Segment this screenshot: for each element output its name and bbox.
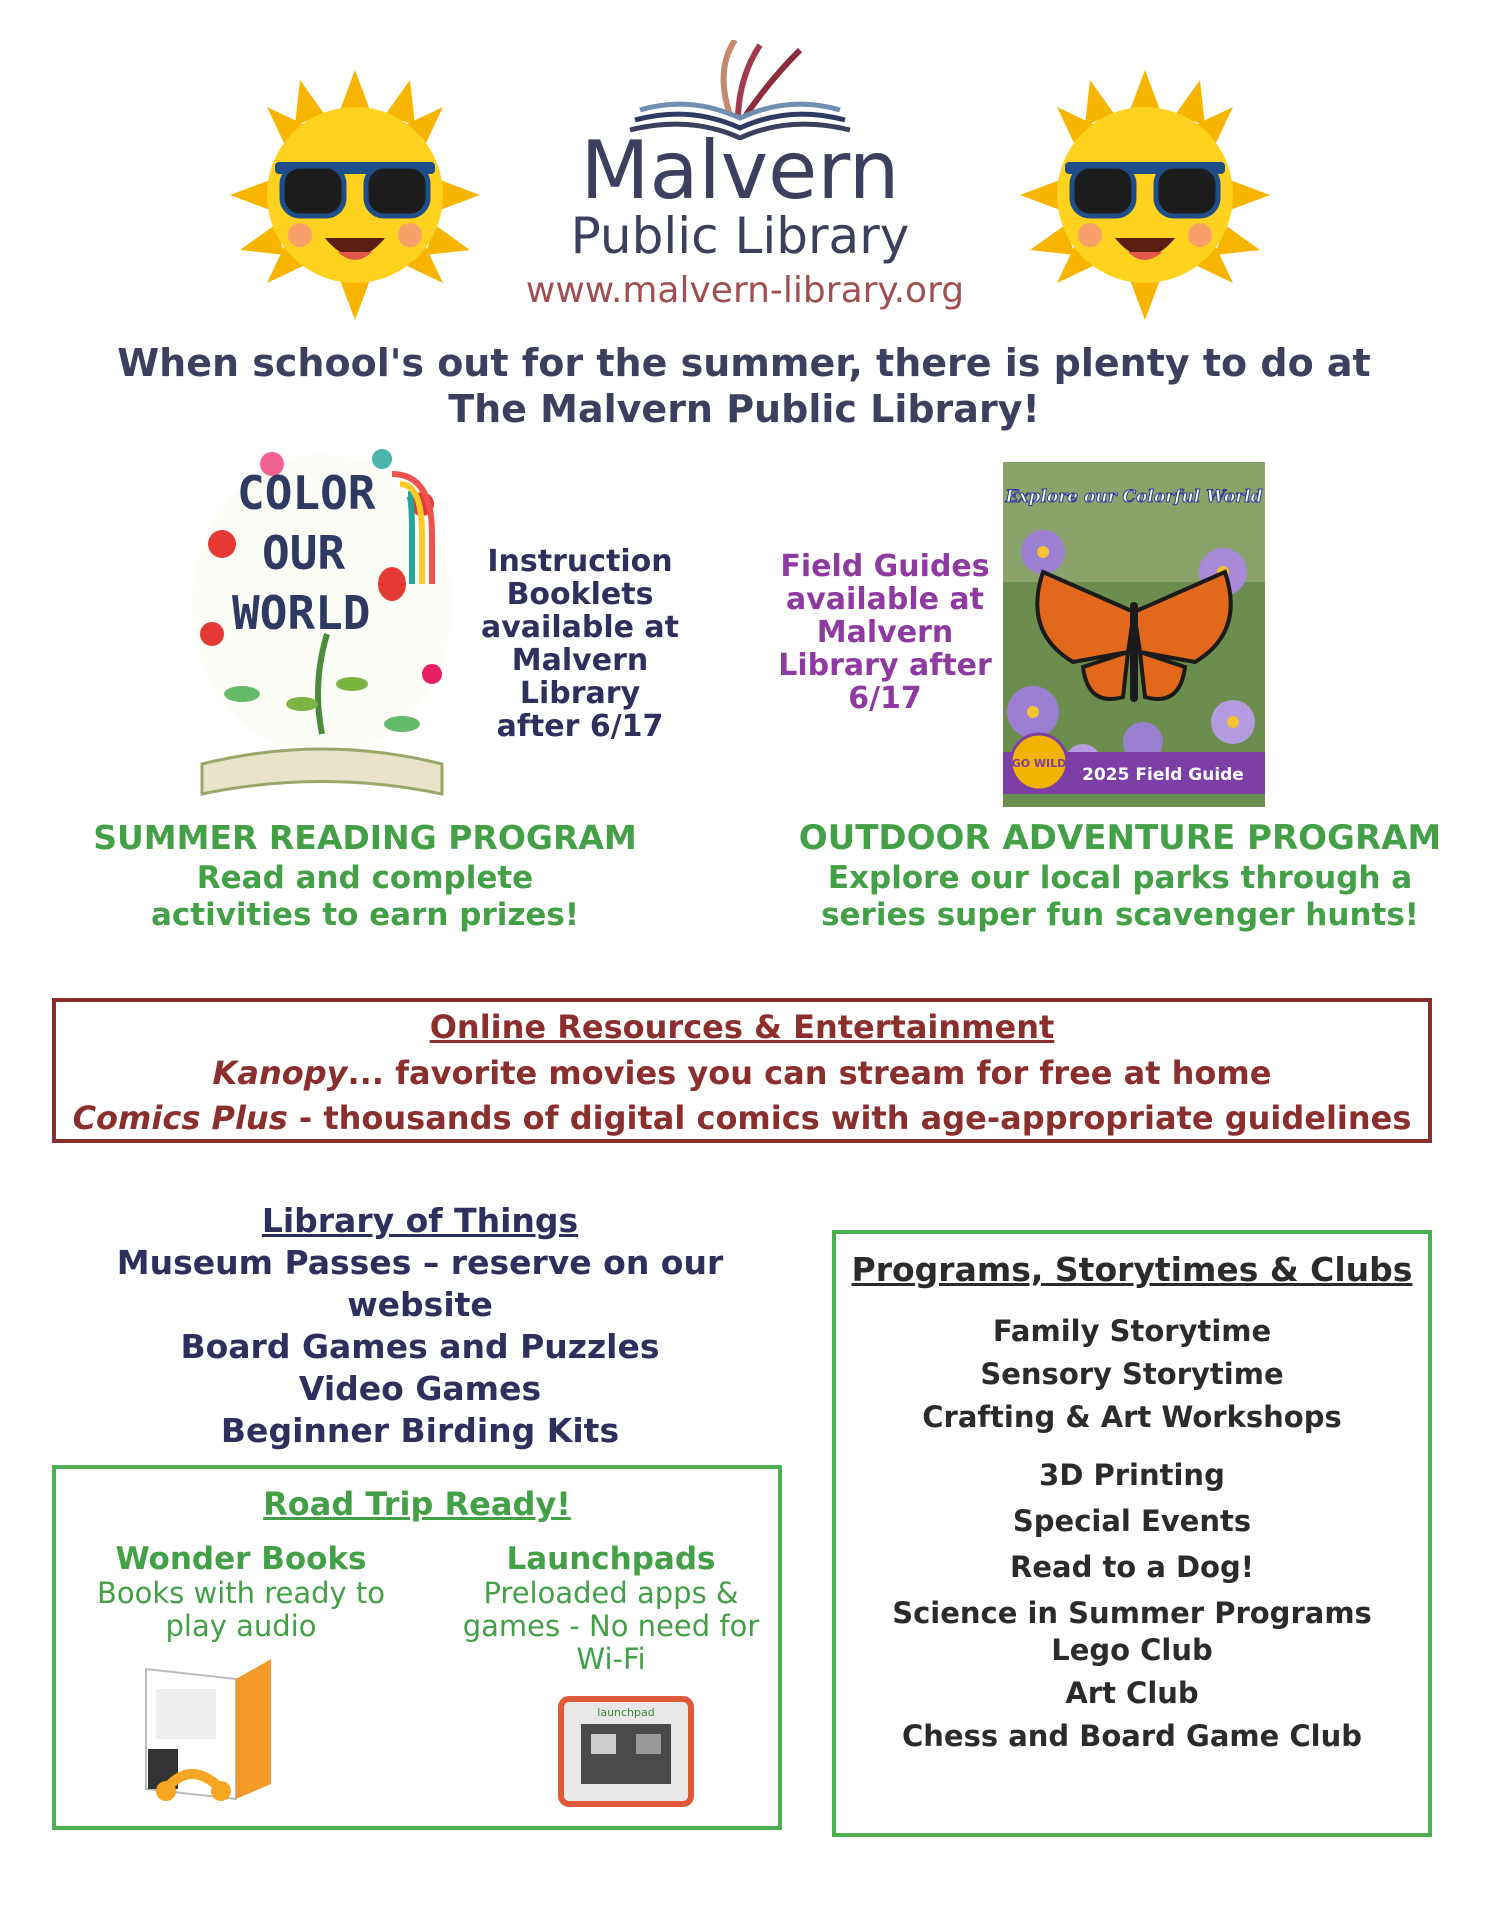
summer-reading-desc-line: activities to earn prizes! — [150, 897, 580, 933]
booklet-note-line: available at — [481, 610, 679, 645]
outdoor-desc-line: Explore our local parks through a — [827, 860, 1413, 896]
field-note-line: Malvern — [816, 615, 954, 650]
list-item: Sensory Storytime — [980, 1357, 1284, 1391]
launch-desc-line: Wi-Fi — [576, 1642, 646, 1676]
booklet-note-line: Malvern Library — [511, 643, 649, 711]
launch-desc-line: games - No need for — [462, 1609, 760, 1643]
list-item: Beginner Birding Kits — [220, 1411, 620, 1450]
booklet-note-line: Booklets — [506, 577, 654, 612]
list-item: Lego Club — [1051, 1633, 1213, 1667]
field-note-line: Field Guides — [780, 549, 990, 584]
list-item: Museum Passes – reserve on our website — [116, 1243, 724, 1324]
list-item: Special Events — [1012, 1504, 1252, 1538]
programs-group-storytimes — [836, 1310, 1428, 1439]
library-of-things — [40, 1200, 800, 1452]
outdoor-adventure-description — [780, 860, 1460, 934]
programs-group-events — [836, 1452, 1428, 1636]
list-item: Read to a Dog! — [1010, 1550, 1254, 1584]
headline — [80, 340, 1408, 432]
headline-line-1: When school's out for the summer, there is plenty to do at — [117, 341, 1371, 385]
summer-reading-desc-line: Read and complete — [196, 860, 534, 896]
field-guide-badge: GO WILD — [1011, 757, 1067, 770]
wonder-desc-line: Books with ready to — [96, 1576, 386, 1610]
launchpads-description — [446, 1577, 776, 1676]
list-item: Crafting & Art Workshops — [922, 1400, 1342, 1434]
field-guide-top-text: Explore our Colorful World — [1005, 487, 1263, 507]
headline-line-2: The Malvern Public Library! — [448, 387, 1040, 431]
logo-library-name: Malvern — [580, 124, 900, 217]
launchpad-device-label: launchpad — [597, 1706, 655, 1719]
library-of-things-title: Library of Things — [261, 1201, 579, 1240]
field-guide-bottom-text: 2025 Field Guide — [1082, 765, 1244, 785]
launchpads-title: Launchpads — [506, 1541, 716, 1577]
wonder-books-title: Wonder Books — [115, 1541, 367, 1577]
wonder-books-description — [66, 1577, 416, 1643]
field-guide-cover-image — [1003, 462, 1265, 807]
field-note-line: Library after — [778, 648, 992, 683]
art-text-color: COLOR — [237, 466, 376, 520]
art-text-world: WORLD — [232, 586, 371, 640]
wonder-book-image — [136, 1659, 286, 1809]
booklet-note-line: after 6/17 — [496, 709, 664, 744]
library-website-url[interactable]: www.malvern-library.org — [525, 270, 965, 311]
sun-sunglasses-left-icon — [230, 70, 480, 320]
programs-box — [832, 1230, 1432, 1837]
comics-plus-line — [56, 1099, 1428, 1137]
programs-title: Programs, Storytimes & Clubs — [851, 1250, 1413, 1289]
summer-reading-title: SUMMER READING PROGRAM — [93, 818, 637, 857]
kanopy-name[interactable]: Kanopy — [212, 1054, 348, 1092]
kanopy-line — [56, 1054, 1428, 1092]
launchpad-tablet-image — [551, 1694, 701, 1809]
comics-plus-desc: - thousands of digital comics with age-appropriate guidelines — [287, 1099, 1412, 1137]
list-item: Art Club — [1065, 1676, 1199, 1710]
road-trip-box — [52, 1465, 782, 1830]
field-note-line: 6/17 — [848, 681, 922, 716]
road-trip-title: Road Trip Ready! — [263, 1485, 571, 1523]
sun-sunglasses-right-icon — [1020, 70, 1270, 320]
booklet-note-line: Instruction — [487, 544, 673, 579]
comics-plus-name[interactable]: Comics Plus — [72, 1099, 288, 1137]
launch-desc-line: Preloaded apps & — [483, 1576, 739, 1610]
art-text-our: OUR — [262, 526, 346, 580]
list-item: Chess and Board Game Club — [901, 1719, 1363, 1753]
wonder-desc-line: play audio — [165, 1609, 317, 1643]
list-item: Board Games and Puzzles — [180, 1327, 660, 1366]
outdoor-desc-line: series super fun scavenger hunts! — [821, 897, 1419, 933]
kanopy-desc: ... favorite movies you can stream for free at home — [347, 1054, 1272, 1092]
outdoor-adventure-title: OUTDOOR ADVENTURE PROGRAM — [798, 818, 1442, 858]
instruction-booklets-note — [450, 545, 710, 743]
online-resources-box — [52, 998, 1432, 1143]
list-item: Video Games — [298, 1369, 542, 1408]
field-note-line: available at — [786, 582, 984, 617]
list-item: Science in Summer Programs — [892, 1596, 1372, 1630]
field-guides-note — [770, 550, 1000, 715]
online-resources-title: Online Resources & Entertainment — [429, 1008, 1055, 1046]
color-our-world-illustration — [182, 434, 462, 804]
list-item: Family Storytime — [992, 1314, 1272, 1348]
programs-group-clubs — [836, 1629, 1428, 1758]
list-item: 3D Printing — [1039, 1458, 1225, 1492]
summer-reading-description — [40, 860, 690, 934]
logo-library-subtitle: Public Library — [570, 207, 910, 265]
